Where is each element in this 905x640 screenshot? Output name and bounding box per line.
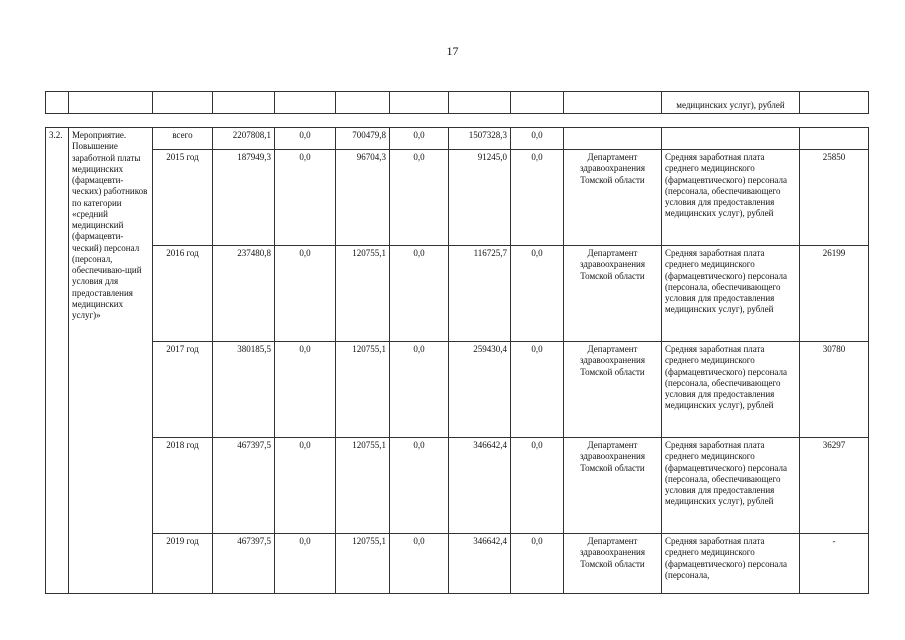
value-cell: 0,0 [275,246,336,342]
indicator-cell: медицинских услуг), рублей [662,92,800,114]
year-cell: 2017 год [153,342,213,438]
value-cell: 346642,4 [449,534,511,594]
executor-cell: Департамент здравоохранения Томской области [564,534,662,594]
page-number: 17 [446,44,459,58]
value-cell: 0,0 [390,438,449,534]
value-cell: 0,0 [275,342,336,438]
indicator-cell: Средняя заработная плата среднего медицинского (фармацевтического) персонала (персонала, обеспечивающего условия для предоставления медицинских услуг), рублей [662,342,800,438]
total-v3: 700479,8 [336,128,390,150]
total-row [46,128,869,150]
year-cell: 2019 год [153,534,213,594]
value-cell: 120755,1 [336,342,390,438]
cell-empty [800,92,869,114]
continuation-row [46,92,869,114]
value-cell: 237480,8 [213,246,275,342]
value-cell: 467397,5 [213,534,275,594]
measure-title: Мероприятие. Повышение заработной платы медицинских (фармацевти-ческих) работников по категории «средний медицинский (фармацевти-ческий) персонал (персонал, обеспечиваю-щий условия для предоставления медицинских услуг)» [69,128,153,594]
value-cell: 187949,3 [213,150,275,246]
year-cell: 2016 год [153,246,213,342]
cell-empty [213,92,275,114]
cell-empty [564,92,662,114]
value-cell: 0,0 [390,246,449,342]
year-cell: 2018 год [153,438,213,534]
cell-empty [336,92,390,114]
total-v2: 0,0 [275,128,336,150]
value-cell: 120755,1 [336,534,390,594]
measure-number: 3.2. [46,128,69,594]
value-cell: 0,0 [511,246,564,342]
value-cell: 0,0 [390,150,449,246]
target-value-cell: - [800,534,869,594]
total-v5: 1507328,3 [449,128,511,150]
table-row [46,438,869,534]
cell-empty [564,128,662,150]
value-cell: 0,0 [275,150,336,246]
value-cell: 467397,5 [213,438,275,534]
indicator-cell: Средняя заработная плата среднего медицинского (фармацевтического) персонала (персонала, [662,534,800,594]
value-cell: 0,0 [511,342,564,438]
value-cell: 0,0 [511,534,564,594]
value-cell: 380185,5 [213,342,275,438]
cell-empty [153,92,213,114]
target-value-cell: 30780 [800,342,869,438]
target-value-cell: 26199 [800,246,869,342]
cell-empty [69,92,153,114]
cell-empty [449,92,511,114]
table-row [46,246,869,342]
value-cell: 91245,0 [449,150,511,246]
total-v4: 0,0 [390,128,449,150]
spacer-row [46,114,869,128]
year-cell: 2015 год [153,150,213,246]
value-cell: 0,0 [511,438,564,534]
value-cell: 346642,4 [449,438,511,534]
indicator-cell: Средняя заработная плата среднего медицинского (фармацевтического) персонала (персонала, обеспечивающего условия для предоставления медицинских услуг), рублей [662,246,800,342]
table-row [46,342,869,438]
total-v6: 0,0 [511,128,564,150]
cell-empty [800,128,869,150]
value-cell: 116725,7 [449,246,511,342]
executor-cell: Департамент здравоохранения Томской области [564,246,662,342]
total-label: всего [153,128,213,150]
target-value-cell: 25850 [800,150,869,246]
executor-cell: Департамент здравоохранения Томской области [564,438,662,534]
value-cell: 0,0 [390,342,449,438]
table-row [46,534,869,594]
total-v1: 2207808,1 [213,128,275,150]
table-row [46,150,869,246]
indicator-cell: Средняя заработная плата среднего медицинского (фармацевтического) персонала (персонала, обеспечивающего условия для предоставления медицинских услуг), рублей [662,438,800,534]
value-cell: 120755,1 [336,246,390,342]
value-cell: 0,0 [275,534,336,594]
cell-empty [390,92,449,114]
value-cell: 0,0 [390,534,449,594]
indicator-cell: Средняя заработная плата среднего медицинского (фармацевтического) персонала (персонала, обеспечивающего условия для предоставления медицинских услуг), рублей [662,150,800,246]
value-cell: 96704,3 [336,150,390,246]
cell-empty [46,92,69,114]
target-value-cell: 36297 [800,438,869,534]
executor-cell: Департамент здравоохранения Томской области [564,342,662,438]
cell-empty [275,92,336,114]
value-cell: 0,0 [511,150,564,246]
value-cell: 0,0 [275,438,336,534]
value-cell: 120755,1 [336,438,390,534]
measures-table [45,91,869,594]
cell-empty [662,128,800,150]
cell-empty [511,92,564,114]
executor-cell: Департамент здравоохранения Томской области [564,150,662,246]
value-cell: 259430,4 [449,342,511,438]
